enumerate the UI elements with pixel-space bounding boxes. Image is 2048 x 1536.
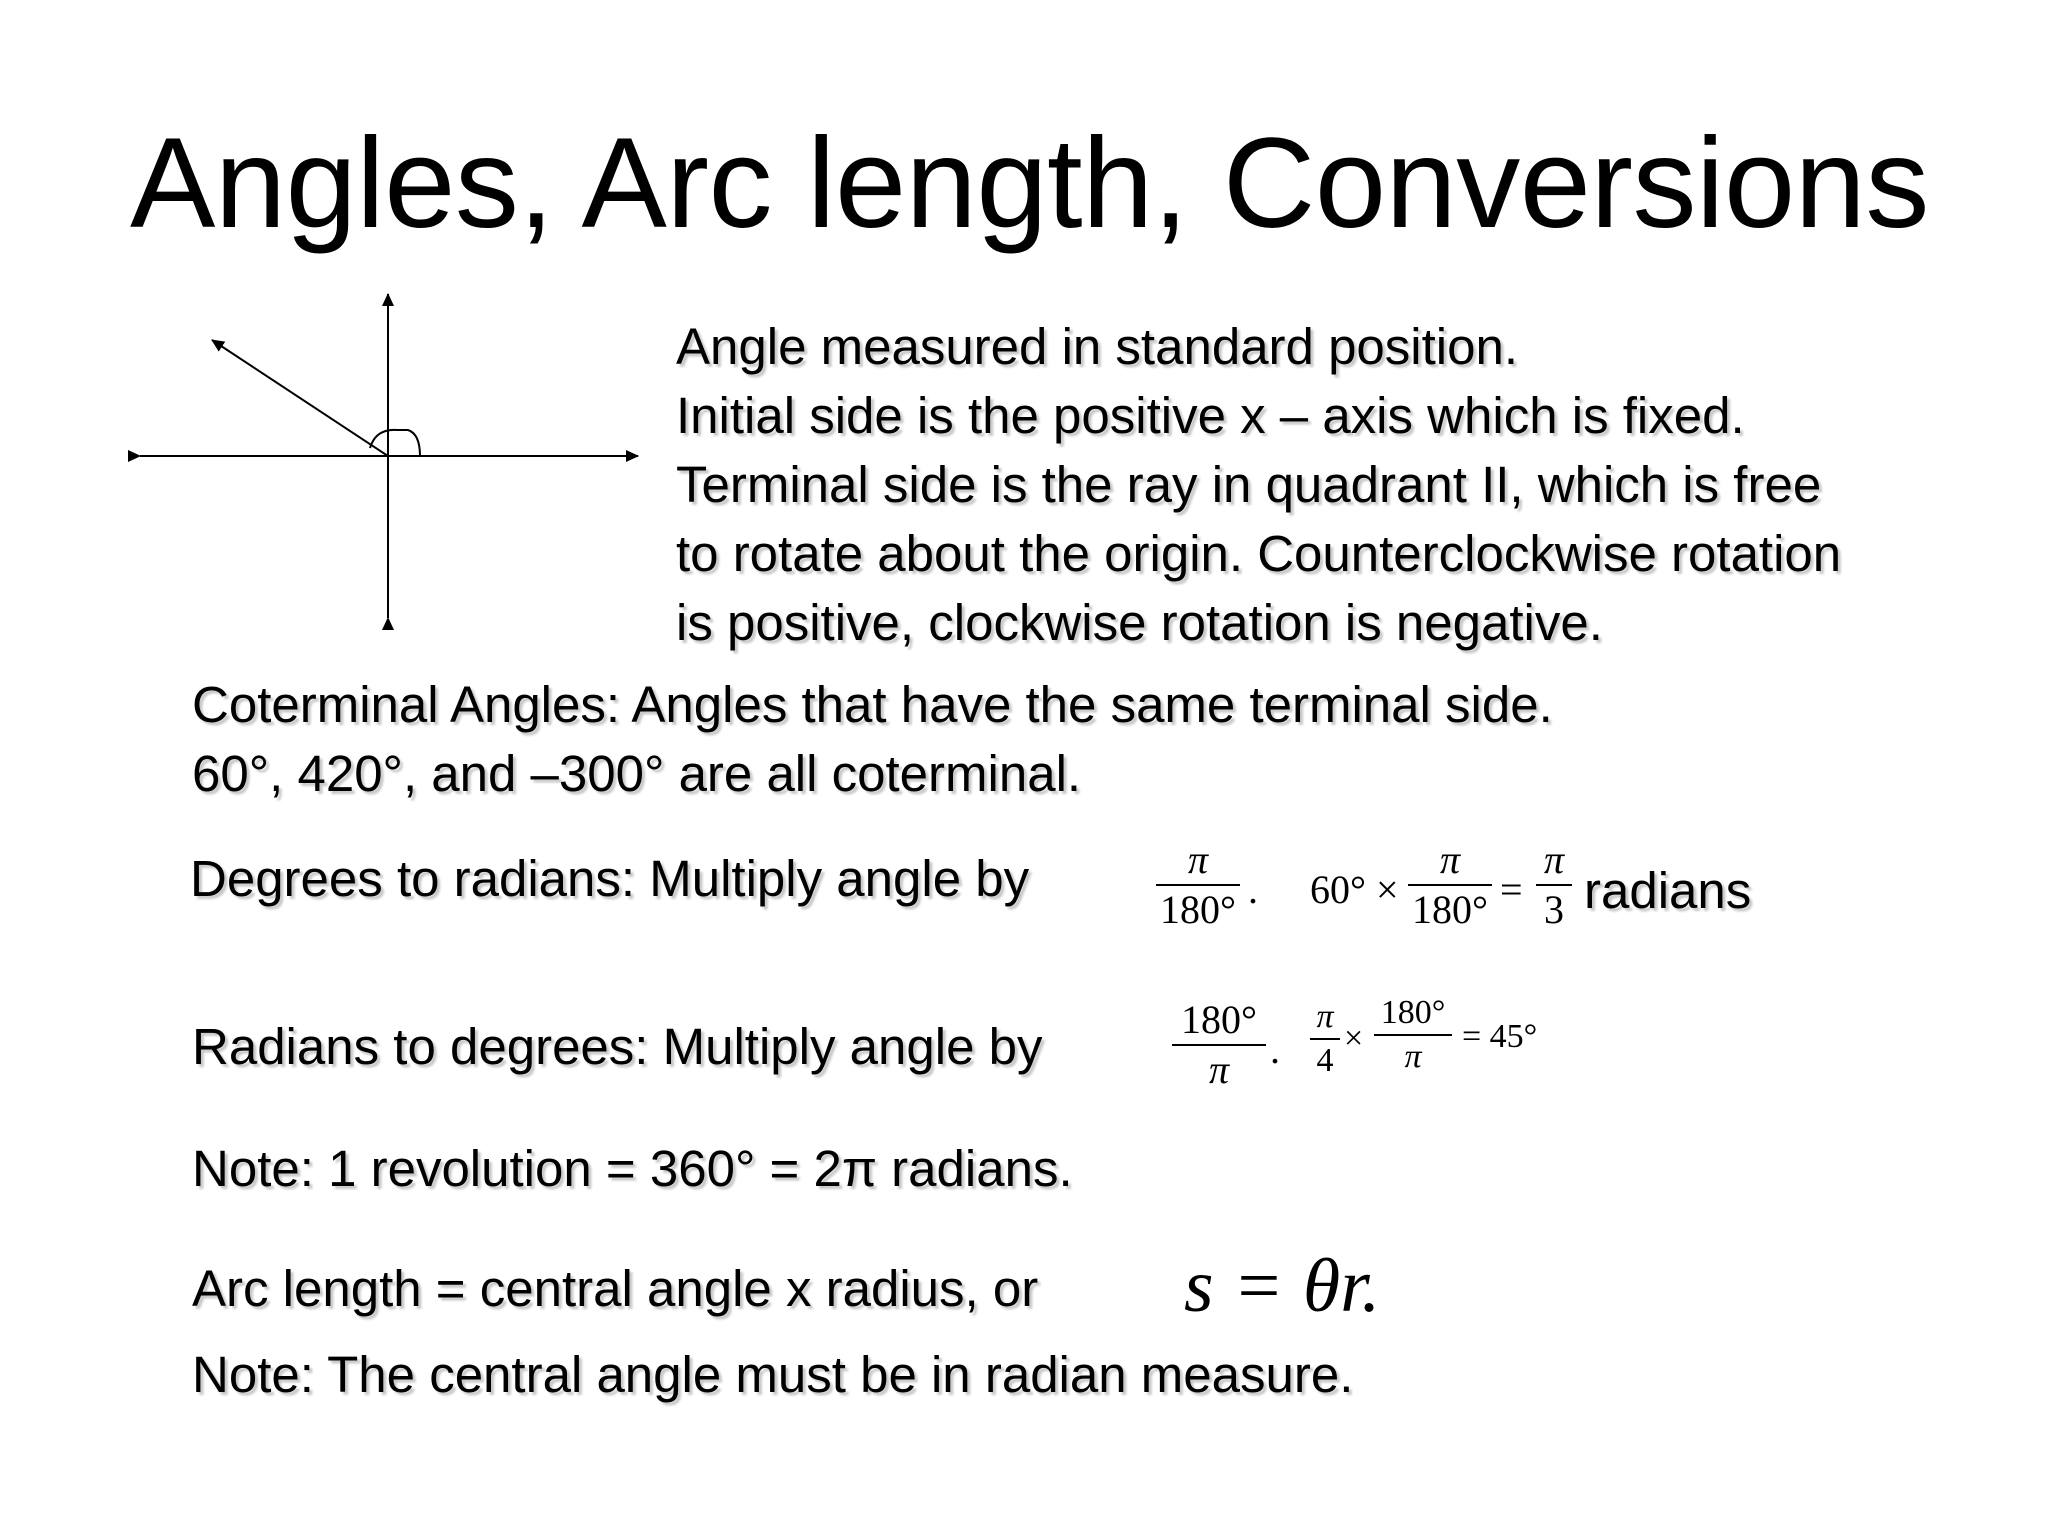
fraction-denominator: π <box>1404 1038 1422 1075</box>
text-line: to rotate about the origin. Counterclockwise rotation <box>676 525 1842 582</box>
fraction-numerator: π <box>1316 998 1334 1035</box>
text-line: is positive, clockwise rotation is negative. <box>676 594 1603 651</box>
fraction-denominator: 4 <box>1316 1042 1334 1079</box>
radian-measure-note: Note: The central angle must be in radian measure. <box>192 1346 1354 1403</box>
fraction-numerator: π <box>1187 837 1209 882</box>
rad-to-deg-result: = 45° <box>1462 1018 1538 1055</box>
text-line: Initial side is the positive x – axis which is fixed. <box>676 387 1745 444</box>
arc-length-formula: s = θr. <box>1184 1244 1381 1328</box>
fraction-denominator: 3 <box>1544 887 1564 932</box>
angle-arc <box>370 430 420 456</box>
deg-to-rad-label: Degrees to radians: Multiply angle by <box>190 850 1030 907</box>
coterminal-example: 60°, 420°, and –300° are all coterminal. <box>192 745 1082 802</box>
rad-to-deg-factor <box>1172 997 1266 1092</box>
fraction-denominator: 180° <box>1412 887 1488 932</box>
period: . <box>1248 867 1258 912</box>
terminal-side-ray <box>212 340 388 456</box>
fraction-bar <box>1156 884 1240 886</box>
fraction-numerator: 180° <box>1181 997 1257 1042</box>
fraction-bar <box>1310 1038 1340 1040</box>
fraction-bar <box>1408 884 1492 886</box>
fraction-numerator: 180° <box>1380 994 1446 1031</box>
rad-to-deg-example-angle <box>1310 1000 1340 1078</box>
fraction-bar <box>1374 1034 1452 1036</box>
equals-sign: = <box>1500 867 1523 912</box>
text-line: Terminal side is the ray in quadrant II, which is free <box>676 456 1822 513</box>
fraction-denominator: π <box>1208 1047 1230 1092</box>
text-line: Angle measured in standard position. <box>676 318 1519 375</box>
times-sign: × <box>1344 1020 1364 1057</box>
fraction-bar <box>1536 884 1572 886</box>
fraction-numerator: π <box>1543 837 1565 882</box>
standard-position-text <box>676 312 1841 657</box>
deg-to-rad-example-lhs: 60° × <box>1310 867 1399 912</box>
period: . <box>1270 1027 1280 1072</box>
page-title: Angles, Arc length, Conversions <box>130 112 1929 255</box>
rad-to-deg-label: Radians to degrees: Multiply angle by <box>192 1018 1043 1075</box>
fraction-bar <box>1172 1044 1266 1046</box>
rad-to-deg-example-factor <box>1374 996 1452 1074</box>
deg-to-rad-example-factor <box>1408 837 1492 932</box>
standard-position-diagram <box>120 280 660 640</box>
deg-to-rad-factor <box>1156 837 1240 932</box>
coterminal-definition: Coterminal Angles: Angles that have the same terminal side. <box>192 676 1553 733</box>
fraction-denominator: 180° <box>1160 887 1236 932</box>
radians-unit: radians <box>1584 862 1752 919</box>
deg-to-rad-result <box>1536 837 1572 932</box>
arc-length-label: Arc length = central angle x radius, or <box>192 1260 1039 1317</box>
fraction-numerator: π <box>1439 837 1461 882</box>
revolution-note: Note: 1 revolution = 360° = 2π radians. <box>192 1140 1073 1197</box>
